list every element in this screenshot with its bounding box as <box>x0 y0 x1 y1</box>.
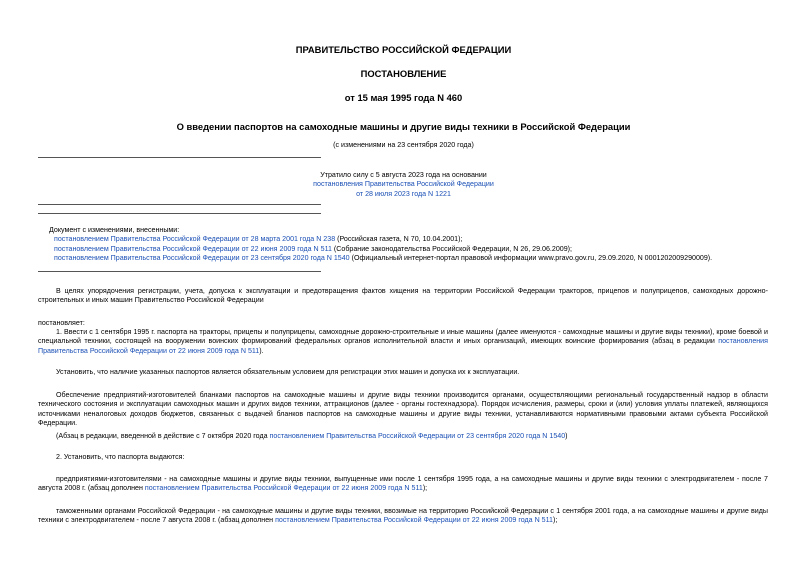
divider <box>38 213 321 214</box>
paragraph-link[interactable]: постановлением Правительства Российской Федерации от 22 июня 2009 года N 511 <box>144 484 423 493</box>
doc-type-heading: ПОСТАНОВЛЕНИЕ <box>360 68 447 79</box>
amendment-source: (Собрание законодательства Российской Федерации, N 26, 29.06.2009); <box>331 244 573 253</box>
paragraph-manufacturers <box>38 475 768 494</box>
paragraph-text: предприятиями-изготовителями - на самоходные машины и другие виды техники, выпущенные ими после 1 сентября 1995 года, а на самоходные машины и другие виды техники с электродвигателем - после 7 августа 2008 г. (абзац дополнен <box>38 475 768 493</box>
amendment-link[interactable]: постановлением Правительства Российской Федерации от 28 марта 2001 года N 238 <box>54 235 336 244</box>
list-item <box>49 245 779 254</box>
paragraph-supply: Обеспечение предприятий-изготовителей бланками паспортов на самоходные машины и другие виды техники производится органами, осуществляющими региональный государственный надзор в области технического состояния и эксплуатации самоходных машин и других видов техники, аттракционов (далее - органы гостехнадзора). Порядок исчисления, размеры, сроки и (или) условия уплаты платежей, являющихся источниками неналоговых доходов бюджетов, связанных с выдачей бланков паспортов на самоходные машины и другие виды техники, устанавливаются нормативными правовыми актами субъекта Российской Федерации. <box>38 391 768 427</box>
lost-force-block <box>0 171 807 199</box>
paragraph-customs <box>38 507 768 526</box>
lost-force-text: Утратило силу с 5 августа 2023 года на основании <box>320 171 487 179</box>
lost-force-link-1[interactable]: постановления Правительства Российской Федерации <box>313 180 494 189</box>
list-item <box>49 235 779 244</box>
paragraph-link[interactable]: постановлением Правительства Российской Федерации от 23 сентября 2020 года N 1540 <box>269 432 566 440</box>
paragraph-1 <box>38 328 768 356</box>
paragraph-supply-note <box>38 432 768 441</box>
amendment-link[interactable]: постановлением Правительства Российской Федерации от 22 июня 2009 года N 511 <box>54 244 332 253</box>
paragraph-decree: постановляет: <box>38 319 85 327</box>
paragraph-preamble: В целях упорядочения регистрации, учета, допуска к эксплуатации и предотвращения фактов хищения на территории Российской Федерации тракторов, прицепов и полуприцепов, самоходных дорожно-строительных и иных машин Правительство Российской Федерации <box>38 287 768 305</box>
paragraph-text: таможенными органами Российской Федерации - на самоходные машины и другие виды техники, ввозимые на территорию Российской Федерации с 1 сентября 2001 года, а на самоходные машины и другие виды техники с электродвигателем - после 7 августа 2008 г. (абзац дополнен <box>38 507 768 525</box>
paragraph-text: ) <box>565 432 568 440</box>
amendment-source: (Официальный интернет-портал правовой информации www.pravo.gov.ru, 29.09.2020, N 0001202009290009). <box>349 253 713 262</box>
paragraph-text: (Абзац в редакции, введенной в действие с 7 октября 2020 года <box>56 432 270 440</box>
document-title: О введении паспортов на самоходные машины и другие виды техники в Российской Федерации <box>176 121 631 132</box>
gov-heading: ПРАВИТЕЛЬСТВО РОССИЙСКОЙ ФЕДЕРАЦИИ <box>295 44 512 55</box>
list-item <box>49 254 779 263</box>
paragraph-text: ). <box>259 346 264 355</box>
paragraph-2: 2. Установить, что паспорта выдаются: <box>56 453 185 461</box>
divider <box>38 204 321 205</box>
paragraph-establish: Установить, что наличие указанных паспортов является обязательным условием для регистрации этих машин и допуска их к эксплуатации. <box>56 368 520 376</box>
divider <box>38 157 321 158</box>
amendment-source: (Российская газета, N 70, 10.04.2001); <box>335 235 463 244</box>
amendments-block <box>49 226 779 263</box>
paragraph-link[interactable]: постановлением Правительства Российской Федерации от 22 июня 2009 года N 511 <box>275 516 553 525</box>
paragraph-text: ); <box>422 484 428 493</box>
paragraph-link[interactable]: постановления Правительства Российской Федерации от 22 июня 2009 года N 511 <box>38 337 768 355</box>
paragraph-text: ); <box>553 516 558 525</box>
amendment-link[interactable]: постановлением Правительства Российской Федерации от 23 сентября 2020 года N 1540 <box>54 253 350 262</box>
amendments-intro: Документ с изменениями, внесенными: <box>49 226 180 234</box>
date-number-heading: от 15 мая 1995 года N 460 <box>344 92 463 103</box>
paragraph-text: 1. Ввести с 1 сентября 1995 г. паспорта на тракторы, прицепы и полуприцепы, самоходные дорожно-строительные и иные машины (далее именуются - самоходные машины и другие виды техники), кроме боевой и специальной техники, состоящей на вооружении воинских формирований федеральных органов исполнительной власти и иных организаций, имеющих воинские формирования (абзац в редакции <box>38 328 768 346</box>
lost-force-link-2[interactable]: от 28 июля 2023 года N 1221 <box>356 189 451 198</box>
divider <box>38 271 321 272</box>
amendment-note: (с изменениями на 23 сентября 2020 года) <box>333 141 474 149</box>
